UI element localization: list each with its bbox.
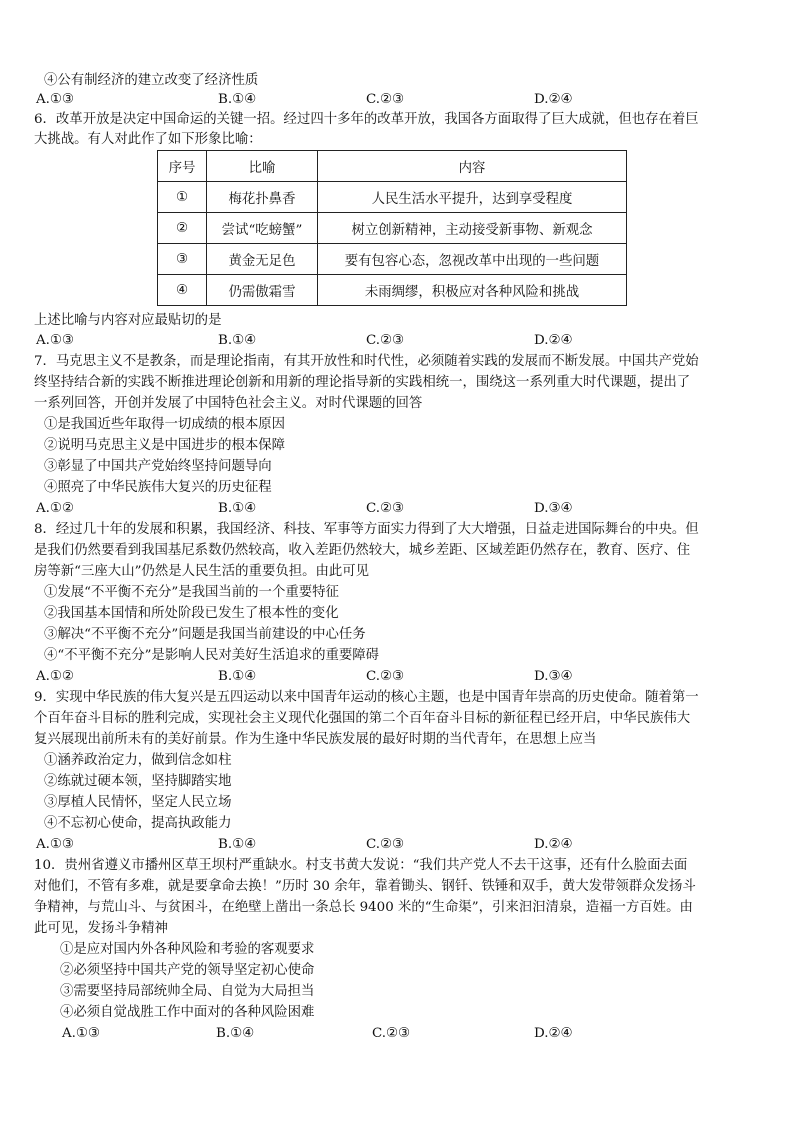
table-row (158, 275, 627, 306)
statement: ①发展“不平衡不充分”是我国当前的一个重要特征 (44, 585, 339, 600)
header-content: 内容 (318, 151, 627, 182)
question-9-stem-cont: 个百年奋斗目标的胜利完成，实现社会主义现代化强国的第二个百年奋斗目标的新征程已经开启，中华民族伟大 (34, 711, 691, 726)
answer-choices (36, 498, 756, 519)
table-cell: 未雨绸缪，积极应对各种风险和挑战 (318, 275, 627, 306)
table-cell: 要有包容心态，忽视改革中出现的一些问题 (318, 244, 627, 275)
choice-d: D.②④ (534, 837, 573, 852)
statement: ③解决“不平衡不充分”问题是我国当前建设的中心任务 (44, 627, 366, 642)
choice-a: A.①③ (62, 1026, 100, 1041)
choice-d: D.②④ (534, 1026, 573, 1041)
question-6-stem-cont: 大挑战。有人对此作了如下形象比喻： (34, 132, 262, 147)
choice-b: B.①④ (218, 669, 257, 684)
choice-c: C.②③ (366, 501, 405, 516)
header-index: 序号 (158, 151, 207, 182)
choice-b: B.①④ (218, 501, 257, 516)
table-cell: 黄金无足色 (207, 244, 318, 275)
question-10-stem-cont: 对他们，不管有多难，就是要拿命去换！”历时 30 余年，靠着锄头、钢钎、铁锤和双手，黄大发带领群众发扬斗 (34, 879, 696, 894)
choice-a: A.①③ (36, 333, 74, 348)
header-metaphor: 比喻 (207, 151, 318, 182)
question-9-stem-cont: 复兴展现出前所未有的美好前景。作为生逢中华民族发展的最好时期的当代青年，在思想上应当 (34, 732, 597, 747)
answer-choices (36, 1023, 756, 1044)
choice-c: C.②③ (366, 837, 405, 852)
question-6-stem: 6．改革开放是决定中国命运的关键一招。经过四十多年的改革开放，我国各方面取得了巨大成就，但也存在着巨 (34, 112, 699, 127)
choice-b: B.①④ (216, 1026, 255, 1041)
choice-a: A.①② (36, 669, 74, 684)
statement: ③彰显了中国共产党始终坚持问题导向 (44, 459, 272, 474)
statement-4: ④公有制经济的建立改变了经济性质 (44, 73, 259, 88)
table-cell: ④ (158, 275, 207, 306)
choice-c: C.②③ (366, 669, 405, 684)
question-7-stem-cont: 终坚持结合新的实践不断推进理论创新和用新的理论指导新的实践相统一，围绕这一系列重大时代课题，提出了 (34, 375, 691, 390)
answer-choices (36, 330, 756, 351)
table-cell: ② (158, 213, 207, 244)
question-8-stem-cont: 房等新“三座大山”仍然是人民生活的重要负担。由此可见 (34, 564, 370, 579)
question-6-prompt: 上述比喻与内容对应最贴切的是 (34, 313, 222, 328)
statement: ②说明马克思主义是中国进步的根本保障 (44, 438, 286, 453)
statement: ④“不平衡不充分”是影响人民对美好生活追求的重要障碍 (44, 648, 380, 663)
statement: ④不忘初心使命，提高执政能力 (44, 816, 232, 831)
statement: ③需要坚持局部统帅全局、自觉为大局担当 (60, 984, 315, 999)
question-8-stem-cont: 是我们仍然要看到我国基尼系数仍然较高，收入差距仍然较大，城乡差距、区域差距仍然存在，教育、医疗、住 (34, 543, 691, 558)
question-10-stem-cont: 争精神，与荒山斗、与贫困斗，在绝壁上凿出一条总长 9400 米的“生命渠”，引来汩汩清泉，造福一方百姓。由 (34, 900, 693, 915)
answer-choices (36, 666, 756, 687)
question-7-stem-cont: 一系列回答，开创并发展了中国特色社会主义。对时代课题的回答 (34, 396, 423, 411)
choice-c: C.②③ (366, 92, 405, 107)
choice-d: D.②④ (534, 333, 573, 348)
choice-a: A.①③ (36, 92, 74, 107)
table-header-row (158, 151, 627, 182)
statement: ②我国基本国情和所处阶段已发生了根本性的变化 (44, 606, 339, 621)
statement: ①是应对国内外各种风险和考验的客观要求 (60, 942, 315, 957)
statement: ①是我国近些年取得一切成绩的根本原因 (44, 417, 286, 432)
question-8-stem: 8．经过几十年的发展和积累，我国经济、科技、军事等方面实力得到了大大增强，日益走进国际舞台的中央。但 (34, 522, 699, 537)
choice-d: D.③④ (534, 501, 573, 516)
choice-d: D.②④ (534, 92, 573, 107)
table-cell: 仍需傲霜雪 (207, 275, 318, 306)
statement: ③厚植人民情怀，坚定人民立场 (44, 795, 232, 810)
answer-choices (36, 834, 756, 855)
choice-a: A.①③ (36, 837, 74, 852)
choice-c: C.②③ (372, 1026, 411, 1041)
table-cell: 人民生活水平提升，达到享受程度 (318, 182, 627, 213)
table-cell: 尝试“吃螃蟹” (207, 213, 318, 244)
table-row (158, 213, 627, 244)
statement: ④必须自觉战胜工作中面对的各种风险困难 (60, 1005, 315, 1020)
table-row (158, 244, 627, 275)
answer-choices (36, 89, 756, 110)
question-7-stem: 7．马克思主义不是教条，而是理论指南，有其开放性和时代性，必须随着实践的发展而不断发展。中国共产党始 (34, 354, 699, 369)
table-cell: 梅花扑鼻香 (207, 182, 318, 213)
question-10-stem: 10．贵州省遵义市播州区草王坝村严重缺水。村支书黄大发说：“我们共产党人不去干这事，还有什么脸面去面 (34, 858, 688, 873)
choice-b: B.①④ (218, 333, 257, 348)
table-cell: 树立创新精神，主动接受新事物、新观念 (318, 213, 627, 244)
table-row (158, 182, 627, 213)
metaphor-table (157, 150, 627, 306)
statement: ②练就过硬本领，坚持脚踏实地 (44, 774, 232, 789)
choice-b: B.①④ (218, 92, 257, 107)
choice-a: A.①② (36, 501, 74, 516)
choice-c: C.②③ (366, 333, 405, 348)
question-9-stem: 9．实现中华民族的伟大复兴是五四运动以来中国青年运动的核心主题，也是中国青年崇高的历史使命。随着第一 (34, 690, 699, 705)
statement: ②必须坚持中国共产党的领导坚定初心使命 (60, 963, 315, 978)
table-cell: ① (158, 182, 207, 213)
statement: ④照亮了中华民族伟大复兴的历史征程 (44, 480, 272, 495)
choice-b: B.①④ (218, 837, 257, 852)
statement: ①涵养政治定力，做到信念如柱 (44, 753, 232, 768)
table-cell: ③ (158, 244, 207, 275)
question-10-stem-cont: 此可见，发扬斗争精神 (34, 921, 168, 936)
choice-d: D.③④ (534, 669, 573, 684)
